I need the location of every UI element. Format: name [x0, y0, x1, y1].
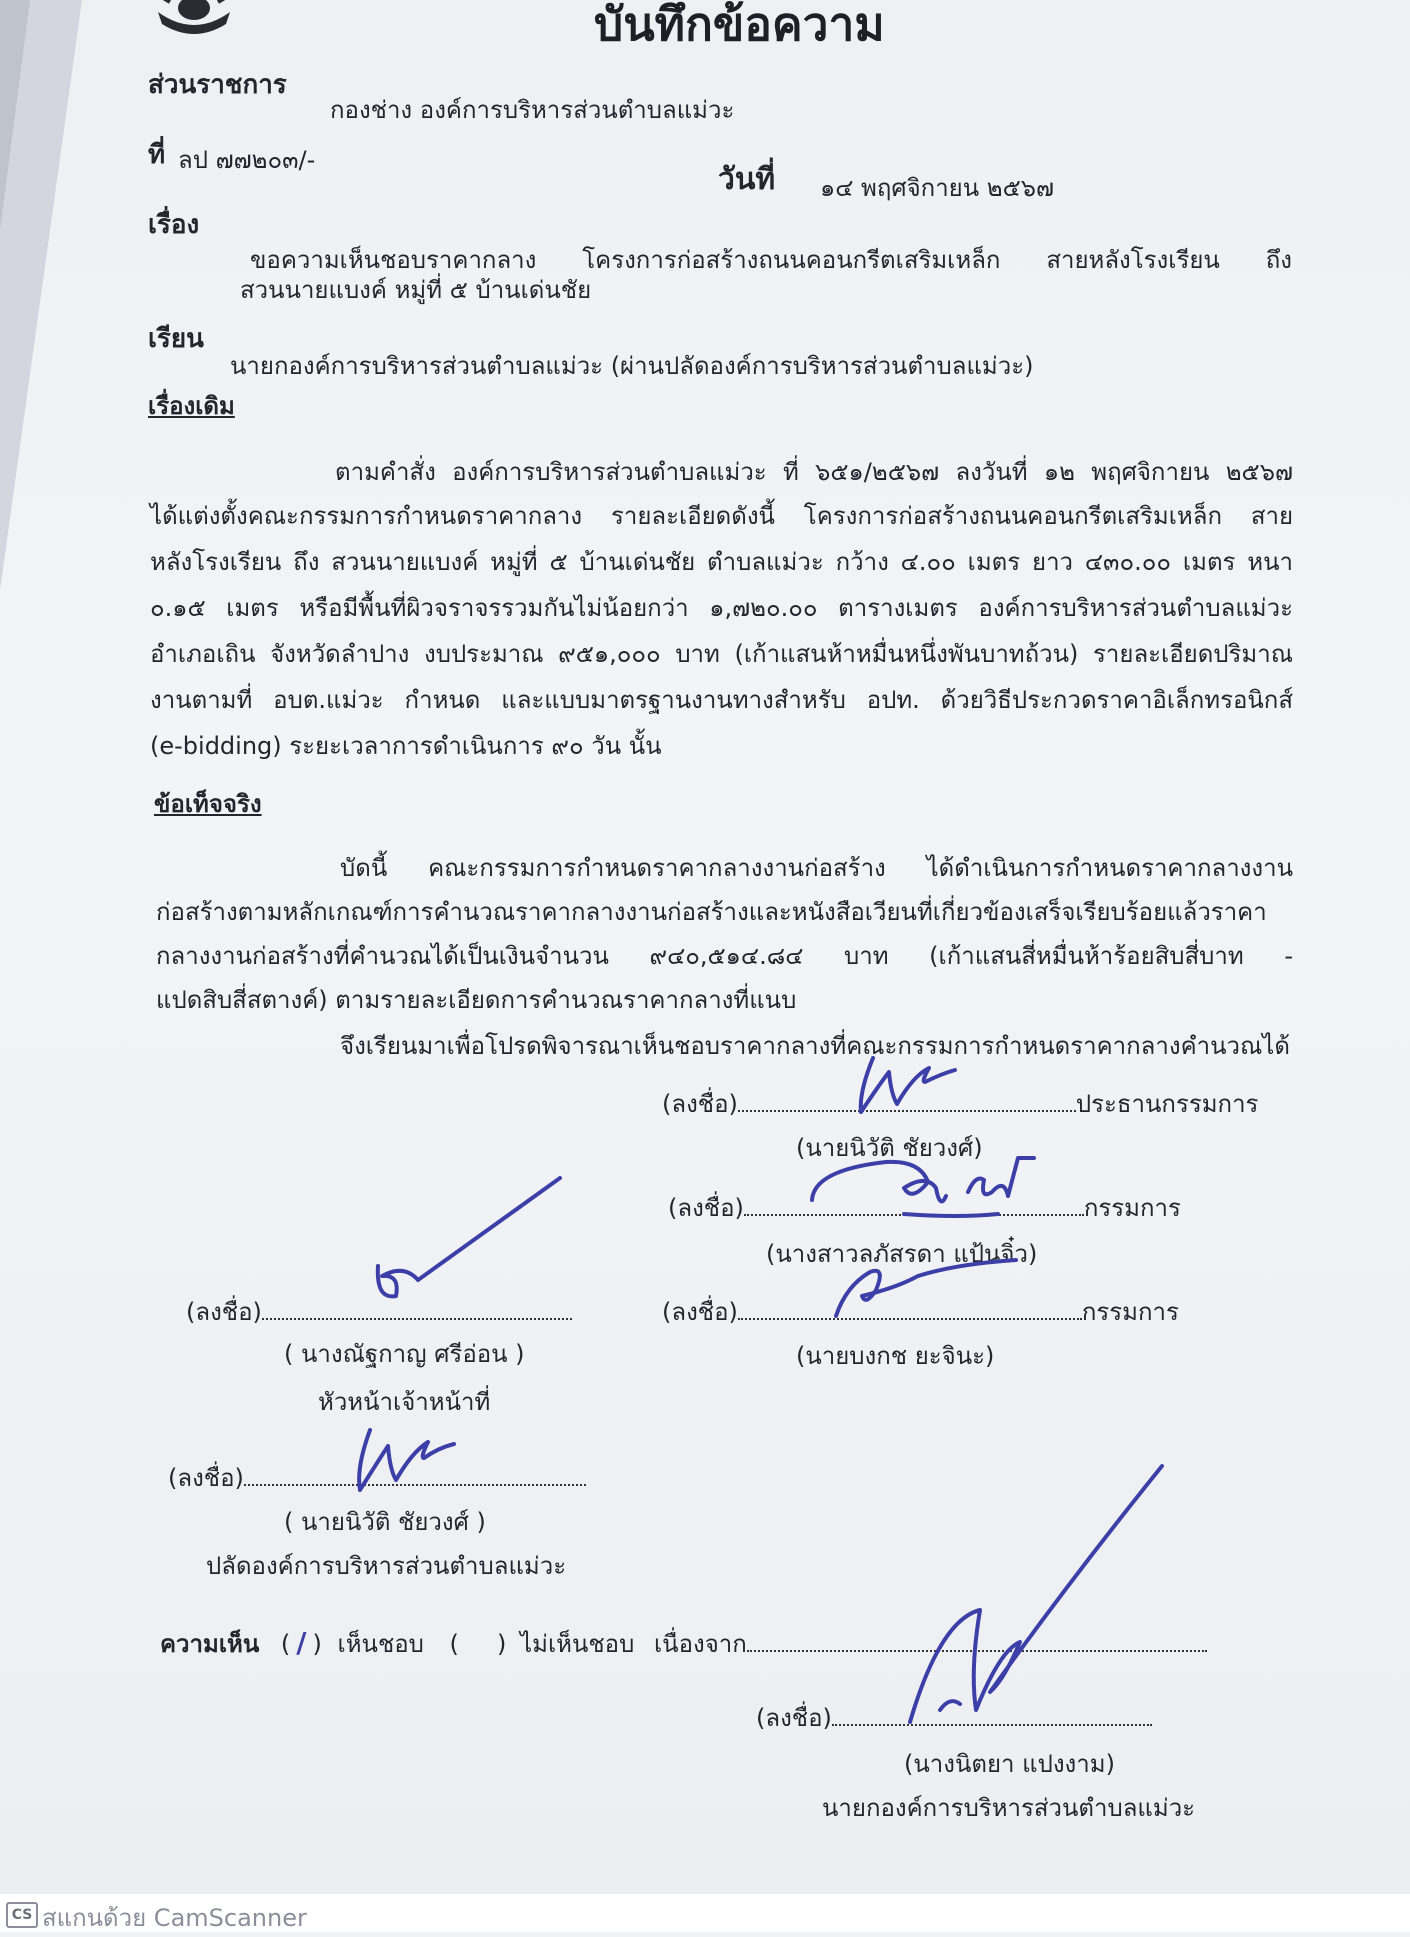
facts-line: บัดนี้ คณะกรรมการกำหนดราคากลางงานก่อสร้าง ได้ดำเนินการกำหนดราคากลางงาน	[340, 854, 1293, 882]
reject-checkbox[interactable]: ( )	[449, 1630, 507, 1658]
approve-text: เห็นชอบ	[337, 1630, 424, 1658]
ref-label: ที่	[148, 140, 166, 170]
sign-label: (ลงชื่อ)	[662, 1298, 738, 1326]
page-edge-shadow	[0, 0, 120, 1932]
facts-heading: ข้อเท็จจริง	[154, 790, 262, 818]
date-label: วันที่	[718, 162, 776, 197]
facts-line: ก่อสร้างตามหลักเกณฑ์การคำนวณราคากลางงานก่อสร้างและหนังสือเวียนที่เกี่ยวข้องเสร็จเรียบร้อยแล้วราคา	[156, 898, 1267, 926]
head-officer-role: หัวหน้าเจ้าหน้าที่	[318, 1388, 491, 1416]
background-line: อำเภอเถิน จังหวัดลำปาง งบประมาณ ๙๕๑,๐๐๐ บาท (เก้าแสนห้าหมื่นหนึ่งพันบาทถ้วน) รายละเอียดปริมาณ	[150, 640, 1293, 668]
facts-line: กลางงานก่อสร้างที่คำนวณได้เป็นเงินจำนวน ๙๔๐,๕๑๔.๘๔ บาท (เก้าแสนสี่หมื่นห้าร้อยสิบสี่บาท -	[156, 942, 1293, 970]
camscanner-logo-icon: CS	[6, 1902, 38, 1928]
subject-label: เรื่อง	[148, 210, 200, 240]
opinion-label: ความเห็น	[160, 1630, 260, 1658]
chair-role: ประธานกรรมการ	[1075, 1090, 1259, 1118]
reject-text: ไม่เห็นชอบ	[520, 1630, 635, 1658]
background-line: งานตามที่ อบต.แม่วะ กำหนด และแบบมาตรฐานงานทางสำหรับ อปท. ด้วยวิธีประกวดราคาอิเล็กทรอนิกส์	[150, 686, 1293, 714]
camscanner-text: สแกนด้วย CamScanner	[42, 1904, 307, 1932]
sign-label: (ลงชื่อ)	[168, 1464, 244, 1492]
deputy-role: ปลัดองค์การบริหารส่วนตำบลแม่วะ	[206, 1552, 567, 1580]
scanner-footer	[0, 1894, 1410, 1932]
background-line: ๐.๑๕ เมตร หรือมีพื้นที่ผิวจราจรรวมกันไม่น้อยกว่า ๑,๗๒๐.๐๐ ตารางเมตร องค์การบริหารส่วนตำบลแม่วะ	[150, 594, 1293, 622]
member2-role: กรรมการ	[1081, 1298, 1179, 1326]
mayor-role: นายกองค์การบริหารส่วนตำบลแม่วะ	[822, 1794, 1196, 1822]
chair-name: (นายนิวัติ ชัยวงศ์)	[796, 1134, 983, 1162]
to-label: เรียน	[148, 324, 204, 354]
agency-label: ส่วนราชการ	[148, 70, 287, 100]
member2-signature	[826, 1256, 1026, 1326]
mayor-name: (นางนิตยา แปงงาม)	[904, 1750, 1115, 1778]
agency-value: กองช่าง องค์การบริหารส่วนตำบลแม่วะ	[330, 96, 735, 124]
background-heading: เรื่องเดิม	[148, 392, 235, 420]
sign-label: (ลงชื่อ)	[756, 1704, 832, 1732]
head-officer-signature	[368, 1170, 568, 1310]
date-value: ๑๔ พฤศจิกายน ๒๕๖๗	[820, 174, 1055, 202]
head-officer-name: ( นางณัฐกาญ ศรีอ่อน )	[284, 1340, 525, 1368]
background-line: หลังโรงเรียน ถึง สวนนายแบงค์ หมู่ที่ ๕ บ้านเด่นชัย ตำบลแม่วะ กว้าง ๔.๐๐ เมตร ยาว ๔๓๐.๐๐ เมตร หนา	[150, 548, 1293, 576]
chair-signature	[855, 1052, 965, 1122]
approve-checkbox[interactable]: ( / )	[280, 1626, 322, 1659]
ref-value: ลป ๗๗๒๐๓/-	[178, 146, 316, 174]
subject-line-2: สวนนายแบงค์ หมู่ที่ ๕ บ้านเด่นชัย	[240, 276, 592, 304]
signature-dotted-line	[262, 1318, 572, 1320]
background-line: (e-bidding) ระยะเวลาการดำเนินการ ๙๐ วัน นั้น	[150, 732, 662, 760]
facts-line: แปดสิบสี่สตางค์) ตามรายละเอียดการคำนวณราคากลางที่แนบ	[156, 986, 797, 1014]
garuda-emblem-icon	[150, 0, 238, 38]
member1-role: กรรมการ	[1083, 1194, 1181, 1222]
to-value: นายกองค์การบริหารส่วนตำบลแม่วะ (ผ่านปลัดองค์การบริหารส่วนตำบลแม่วะ)	[230, 352, 1034, 380]
sign-label: (ลงชื่อ)	[186, 1298, 262, 1326]
reason-label: เนื่องจาก	[653, 1630, 747, 1658]
deputy-signature	[350, 1424, 460, 1498]
member2-name: (นายบงกช ยะจินะ)	[796, 1342, 995, 1370]
background-line: ตามคำสั่ง องค์การบริหารส่วนตำบลแม่วะ ที่ ๖๕๑/๒๕๖๗ ลงวันที่ ๑๒ พฤศจิกายน ๒๕๖๗	[335, 458, 1293, 486]
memo-title: บันทึกข้อความ	[594, 0, 885, 51]
approve-check-mark: /	[296, 1626, 307, 1659]
background-line: ได้แต่งตั้งคณะกรรมการกำหนดราคากลาง รายละเอียดดังนี้ โครงการก่อสร้างถนนคอนกรีตเสริมเหล็ก สาย	[150, 502, 1293, 530]
deputy-name: ( นายนิวัติ ชัยวงศ์ )	[284, 1508, 486, 1536]
closing-request: จึงเรียนมาเพื่อโปรดพิจารณาเห็นชอบราคากลางที่คณะกรรมการกำหนดราคากลางคำนวณได้	[340, 1032, 1290, 1060]
subject-line-1: ขอความเห็นชอบราคากลาง โครงการก่อสร้างถนนคอนกรีตเสริมเหล็ก สายหลังโรงเรียน ถึง	[250, 246, 1292, 274]
sign-label: (ลงชื่อ)	[668, 1194, 744, 1222]
mayor-signature	[900, 1460, 1170, 1730]
sign-label: (ลงชื่อ)	[662, 1090, 738, 1118]
member1-name: (นางสาวลภัสรดา แป้นจิ๋ว)	[766, 1240, 1038, 1268]
member1-signature	[808, 1152, 1038, 1224]
